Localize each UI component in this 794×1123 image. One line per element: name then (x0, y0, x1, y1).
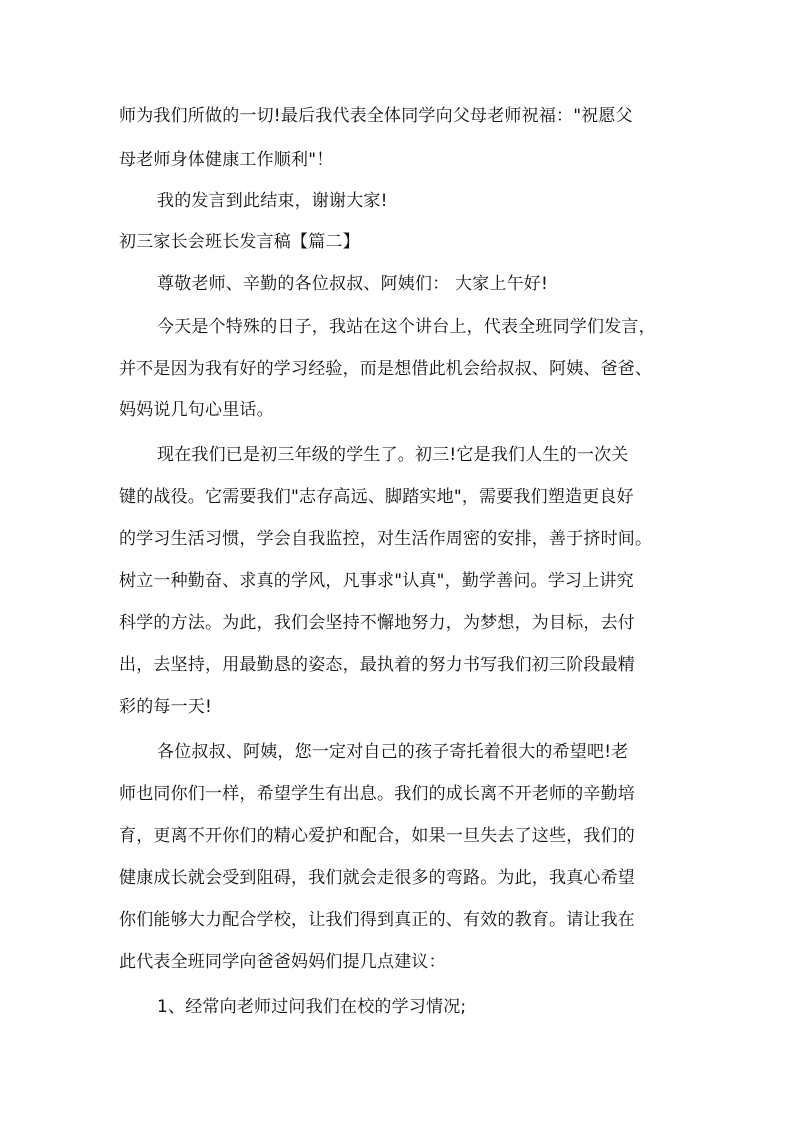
text-line: 现在我们已是初三年级的学生了。初三!它是我们人生的一次关 (157, 445, 629, 465)
text-line: 妈妈说几句心里话。 (119, 400, 274, 420)
text-line: 健康成长就会受到阻碍，我们就会走很多的弯路。为此，我真心希望 (119, 868, 635, 888)
text-line: 的学习生活习惯，学会自我监控，对生活作周密的安排，善于挤时间。 (119, 529, 653, 549)
text-line: 师为我们所做的一切!最后我代表全体同学向父母老师祝福："祝愿父 (119, 106, 633, 126)
text-line: 今天是个特殊的日子，我站在这个讲台上，代表全班同学们发言， (157, 317, 656, 337)
text-line: 出，去坚持，用最勤恳的姿态，最执着的努力书写我们初三阶段最精 (119, 655, 635, 675)
text-line: 母老师身体健康工作顺利"！ (119, 150, 334, 170)
text-line: 尊敬老师、辛勤的各位叔叔、阿姨们： 大家上午好! (157, 274, 549, 294)
text-line: 育，更离不开你们的精心爱护和配合，如果一旦失去了这些，我们的 (119, 826, 635, 846)
text-line: 彩的每一天! (119, 697, 213, 717)
text-line: 师也同你们一样，希望学生有出息。我们的成长离不开老师的辛勤培 (119, 784, 635, 804)
text-line: 树立一种勤奋、求真的学风，凡事求"认真"，勤学善问。学习上讲究 (119, 571, 634, 591)
text-line: 并不是因为我有好的学习经验，而是想借此机会给叔叔、阿姨、爸爸、 (119, 359, 653, 379)
text-line: 科学的方法。为此，我们会坚持不懈地努力，为梦想，为目标，去付 (119, 613, 635, 633)
text-line: 此代表全班同学向爸爸妈妈们提几点建议： (119, 952, 446, 972)
text-line: 键的战役。它需要我们"志存高远、脚踏实地"，需要我们塑造更良好 (119, 487, 634, 507)
section-heading: 初三家长会班长发言稿【篇二】 (119, 232, 360, 252)
text-line: 各位叔叔、阿姨，您一定对自己的孩子寄托着很大的希望吧!老 (157, 742, 629, 762)
text-line: 我的发言到此结束，谢谢大家! (157, 191, 388, 211)
list-item: 1、经常向老师过问我们在校的学习情况; (157, 997, 467, 1017)
text-line: 你们能够大力配合学校，让我们得到真正的、有效的教育。请让我在 (119, 910, 635, 930)
